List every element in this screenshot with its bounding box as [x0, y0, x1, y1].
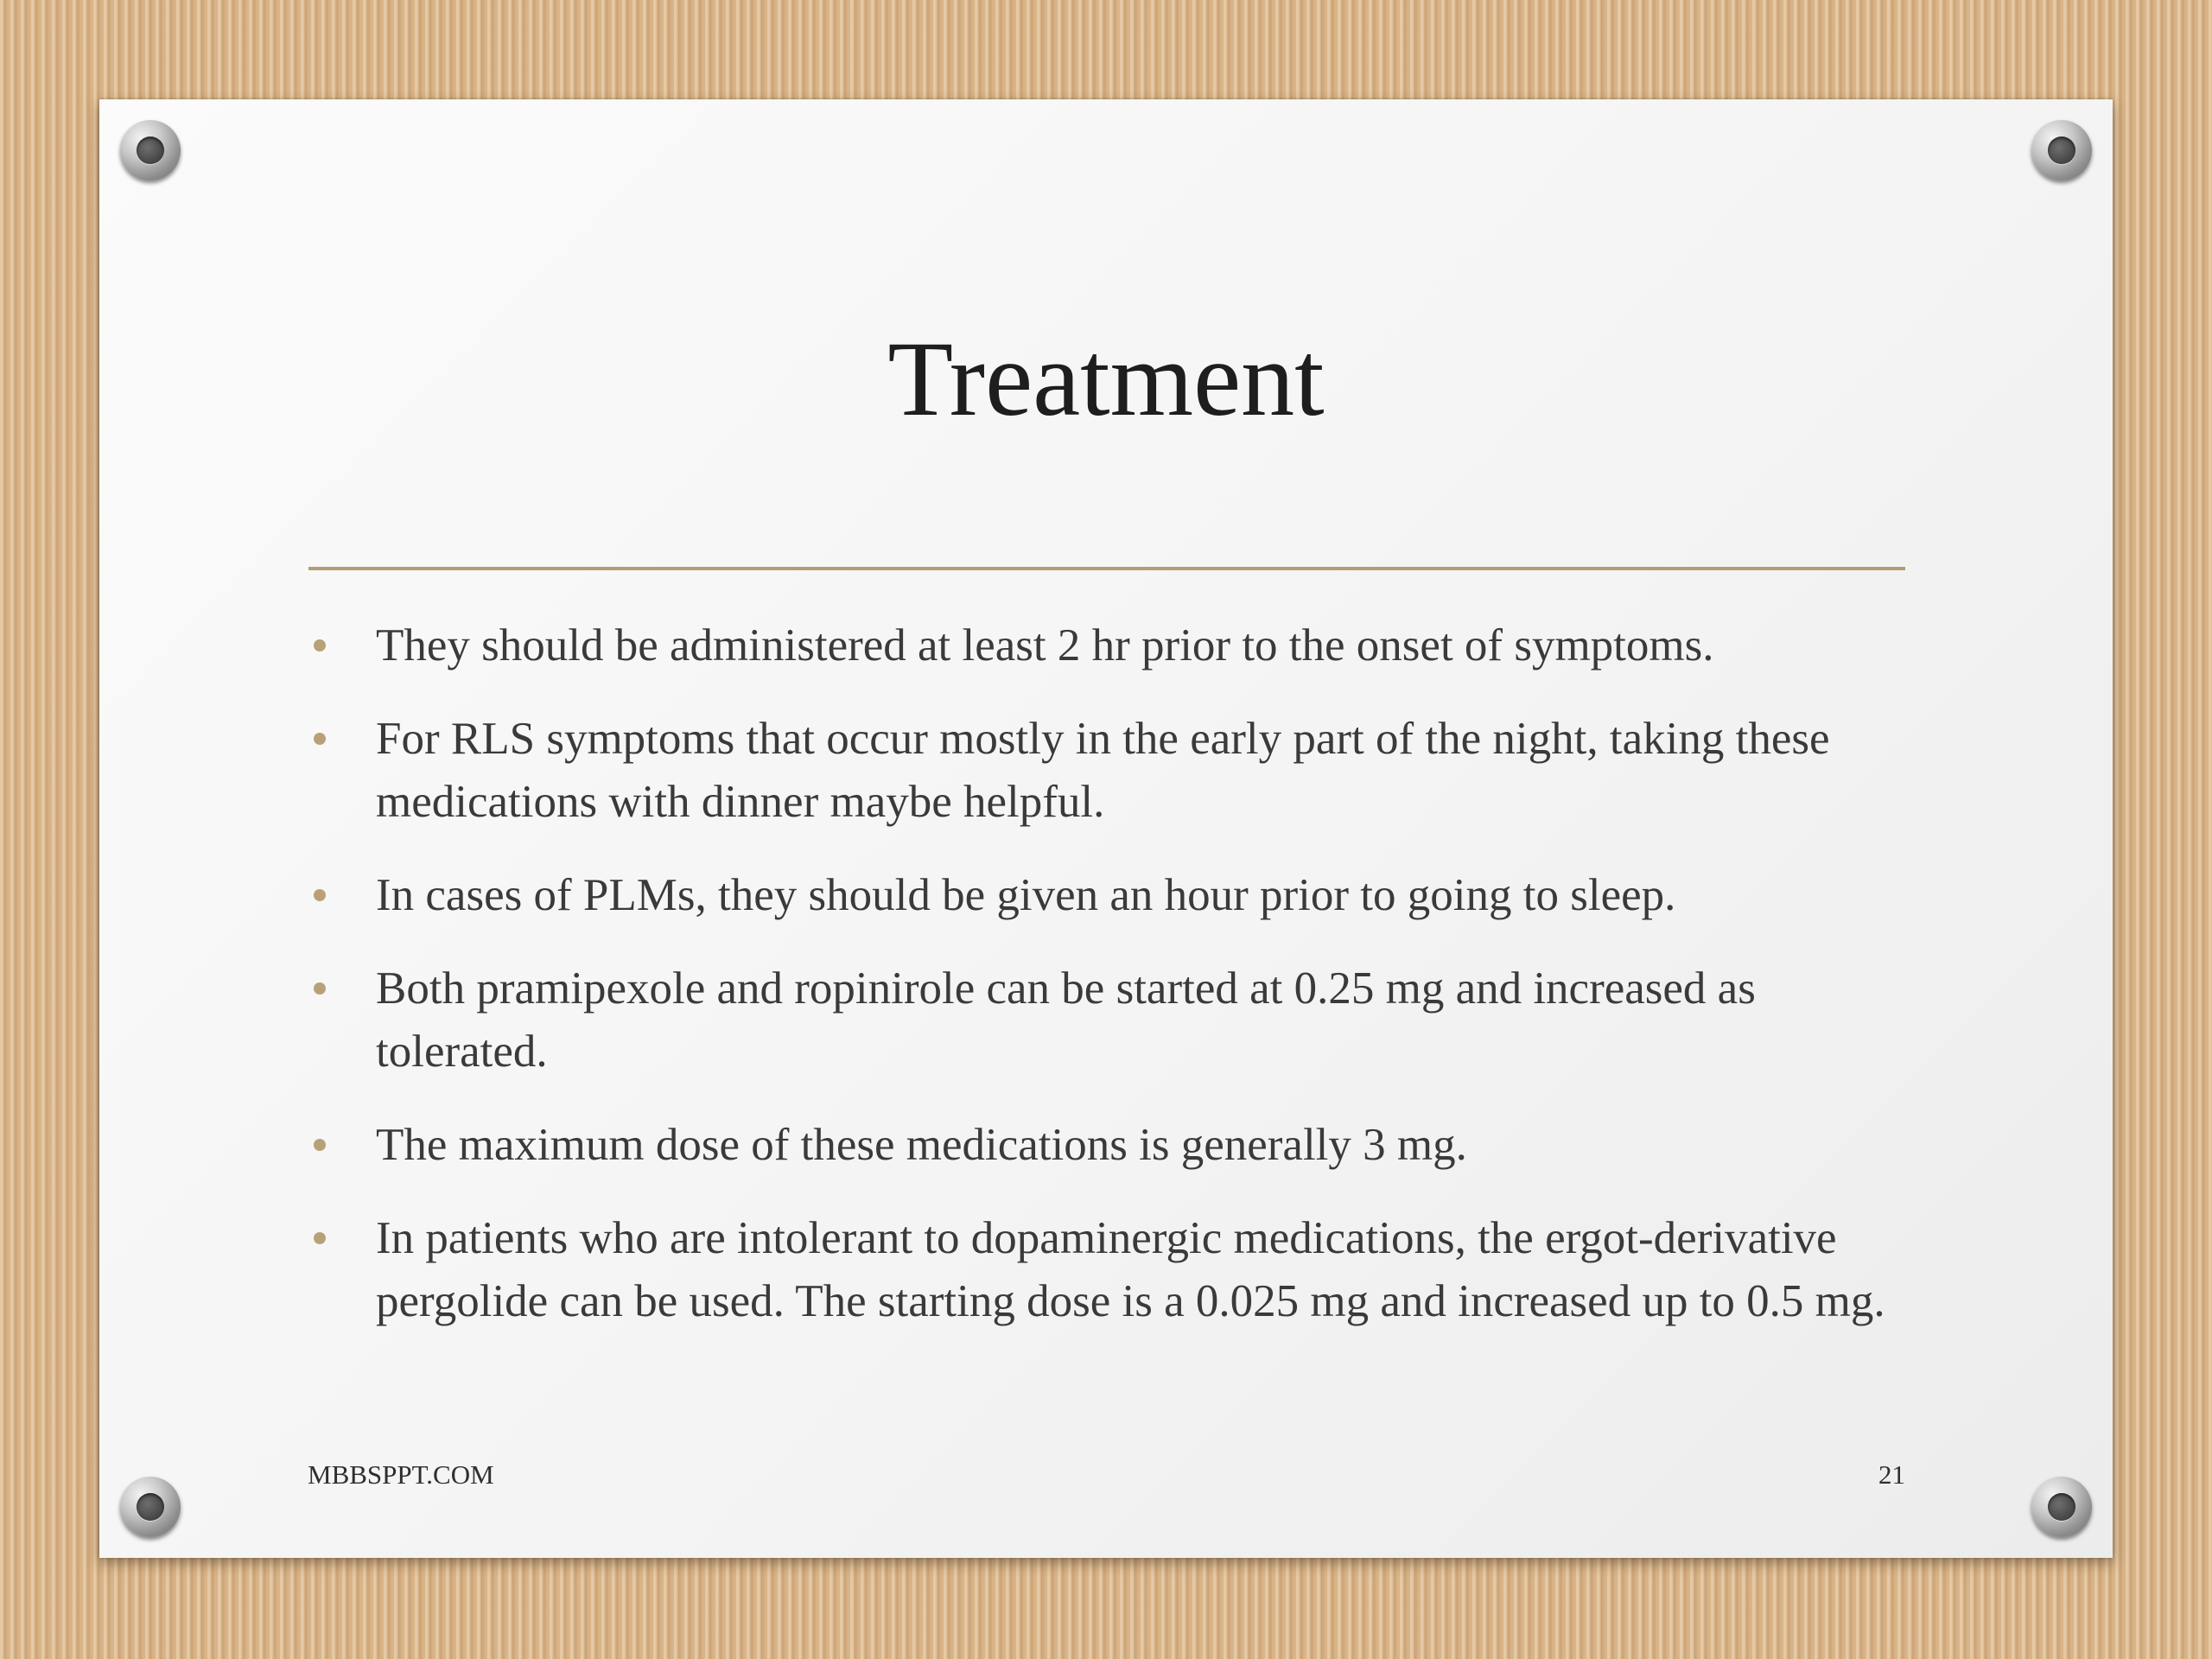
bullet-text: In cases of PLMs, they should be given an hour prior to going to sleep.	[376, 870, 1676, 920]
title-divider	[308, 567, 1905, 570]
bullet-dot-icon	[314, 733, 326, 745]
bullet-text: They should be administered at least 2 hr prior to the onset of symptoms.	[376, 620, 1714, 671]
rivet-bottom-left	[120, 1477, 181, 1537]
slide-title: Treatment	[887, 320, 1325, 438]
footer-source: MBBSPPT.COM	[308, 1459, 494, 1490]
rivet-top-right	[2031, 120, 2092, 181]
slide-card	[99, 99, 2113, 1558]
bullet-dot-icon	[314, 1232, 326, 1244]
bullet-dot-icon	[314, 639, 326, 652]
bullet-dot-icon	[314, 889, 326, 901]
bullet-list	[308, 614, 1933, 1363]
rivet-bottom-right	[2031, 1477, 2092, 1537]
bullet-item	[308, 1114, 1933, 1177]
bullet-dot-icon	[314, 1139, 326, 1151]
bullet-item	[308, 708, 1933, 834]
slide-number: 21	[1878, 1459, 1905, 1490]
bullet-text: For RLS symptoms that occur mostly in the early part of the night, taking these medications with dinner maybe helpful.	[376, 714, 1830, 827]
bullet-item	[308, 864, 1933, 927]
bullet-text: In patients who are intolerant to dopaminergic medications, the ergot-derivative pergolide can be used. The starting dose is a 0.025 mg and increased up to 0.5 mg.	[376, 1213, 1885, 1326]
bullet-text: Both pramipexole and ropinirole can be started at 0.25 mg and increased as tolerated.	[376, 963, 1756, 1077]
bullet-item	[308, 957, 1933, 1084]
bullet-text: The maximum dose of these medications is generally 3 mg.	[376, 1120, 1467, 1170]
bullet-item	[308, 1207, 1933, 1333]
rivet-top-left	[120, 120, 181, 181]
bullet-item	[308, 614, 1933, 677]
bullet-dot-icon	[314, 982, 326, 995]
